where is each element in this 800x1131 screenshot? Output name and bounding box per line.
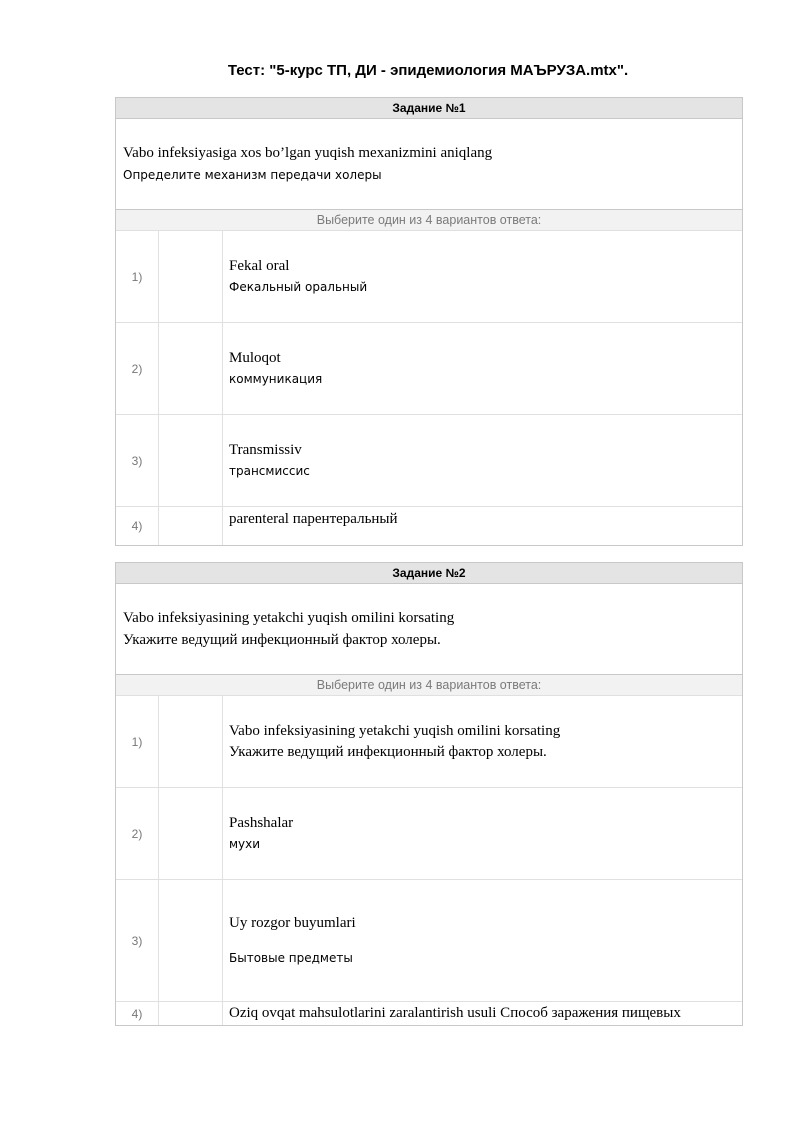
option-number: 2) — [116, 788, 159, 879]
option-number: 3) — [116, 415, 159, 506]
option-content — [223, 880, 742, 1001]
option-select-cell[interactable] — [159, 231, 223, 322]
option-select-cell[interactable] — [159, 507, 223, 545]
answer-option-3[interactable] — [116, 880, 742, 1002]
answer-option-1[interactable] — [116, 231, 742, 323]
option-text: Muloqot — [229, 349, 281, 366]
option-text-ru: Фекальный оральный — [229, 279, 368, 294]
page-title: Тест: "5-курс ТП, ДИ - эпидемиология МАЪРУЗА.mtx". — [227, 62, 629, 79]
option-number: 1) — [116, 231, 159, 322]
option-number: 2) — [116, 323, 159, 414]
spacer — [229, 934, 736, 948]
answer-option-4[interactable] — [116, 1002, 742, 1025]
option-text: Fekal oral — [229, 257, 290, 274]
option-text: Pashshalar — [229, 814, 294, 831]
option-number: 4) — [116, 1002, 159, 1025]
option-text: Oziq ovqat mahsulotlarini zaralantirish usuli Способ заражения пищевых — [229, 1005, 681, 1021]
option-text-ru: коммуникация — [229, 371, 323, 386]
task-header: Задание №2 — [116, 563, 742, 584]
question-text-ru: Определите механизм передачи холеры — [123, 168, 382, 182]
option-content — [223, 696, 742, 787]
answer-instruction: Выберите один из 4 вариантов ответа: — [116, 210, 742, 231]
option-text: Vabo infeksiyasining yetakchi yuqish omilini korsating — [229, 722, 561, 739]
option-text-ru: трансмиссис — [229, 463, 310, 478]
answer-option-1[interactable] — [116, 696, 742, 788]
option-select-cell[interactable] — [159, 323, 223, 414]
answer-option-2[interactable] — [116, 323, 742, 415]
option-select-cell[interactable] — [159, 880, 223, 1001]
option-content — [223, 231, 742, 322]
option-select-cell[interactable] — [159, 1002, 223, 1025]
option-select-cell[interactable] — [159, 788, 223, 879]
option-text-ru: Укажите ведущий инфекционный фактор холеры. — [229, 743, 547, 760]
answer-option-2[interactable] — [116, 788, 742, 880]
option-content — [223, 1002, 742, 1025]
task-header: Задание №1 — [116, 98, 742, 119]
option-select-cell[interactable] — [159, 415, 223, 506]
question-text-ru: Укажите ведущий инфекционный фактор холеры. — [123, 632, 441, 648]
question — [116, 119, 742, 210]
answer-option-4[interactable] — [116, 507, 742, 545]
option-number: 4) — [116, 507, 159, 545]
answer-instruction: Выберите один из 4 вариантов ответа: — [116, 675, 742, 696]
answer-option-3[interactable] — [116, 415, 742, 507]
option-content — [223, 507, 742, 545]
option-number: 1) — [116, 696, 159, 787]
task-1 — [115, 97, 743, 546]
option-content — [223, 323, 742, 414]
question-text: Vabo infeksiyasiga xos bo’lgan yuqish mexanizmini aniqlang — [123, 145, 493, 161]
question-text: Vabo infeksiyasining yetakchi yuqish omilini korsating — [123, 610, 455, 626]
option-text-ru: Бытовые предметы — [229, 950, 353, 965]
task-2 — [115, 562, 743, 1026]
question — [116, 584, 742, 675]
option-select-cell[interactable] — [159, 696, 223, 787]
option-content — [223, 788, 742, 879]
option-text-ru: мухи — [229, 836, 261, 851]
option-text: Transmissiv — [229, 441, 302, 458]
option-content — [223, 415, 742, 506]
option-number: 3) — [116, 880, 159, 1001]
option-text: parenteral парентеральный — [229, 511, 398, 527]
option-text: Uy rozgor buyumlari — [229, 914, 356, 931]
